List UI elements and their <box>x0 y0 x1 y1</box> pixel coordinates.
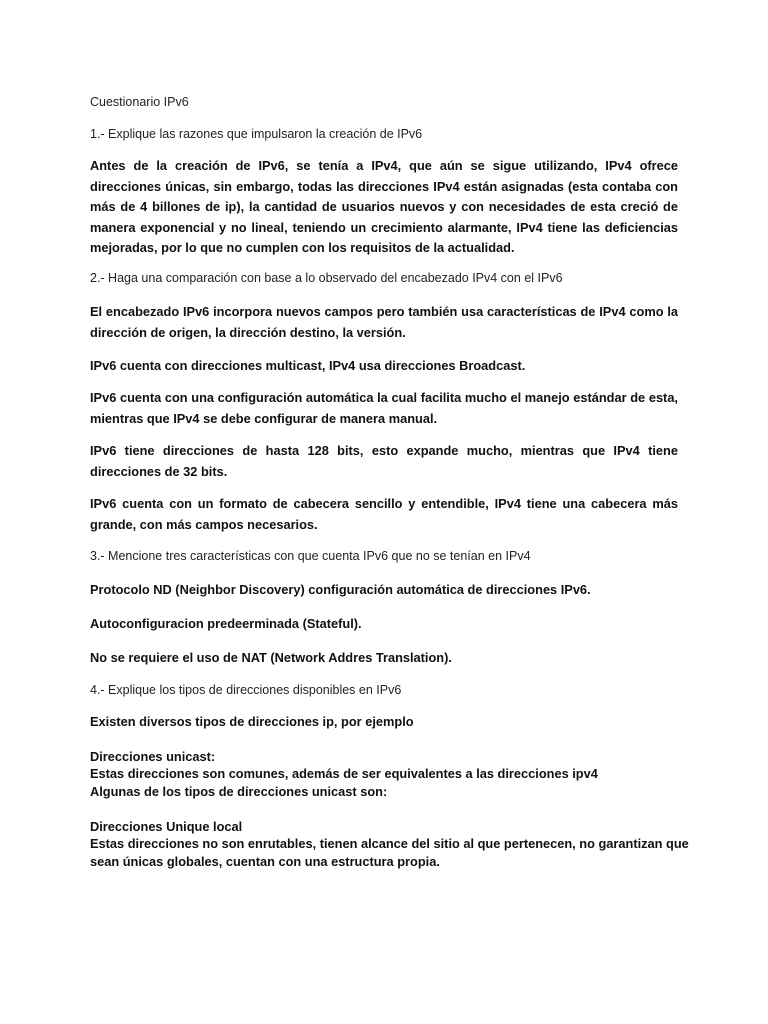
question-3: 3.- Mencione tres características con que cuenta IPv6 que no se tenían en IPv4 <box>90 549 531 563</box>
unique-local-description: sean únicas globales, cuentan con una estructura propia. <box>90 853 440 869</box>
answer-1: Antes de la creación de IPv6, se tenía a IPv4, que aún se sigue utilizando, IPv4 ofrece direcciones únicas, sin embargo, todas las direcciones IPv4 están asignadas (esta contaba con más de 4 billones de ip), la cantidad de usuarios nuevos y con necesidades de esta creció de manera exponencial y no lineal, teniendo un crecimiento alarmante, IPv4 tiene las deficiencias mejoradas, por lo que no cumplen con los requisitos de la actualidad. <box>90 158 678 255</box>
unique-local-heading: Direcciones Unique local <box>90 819 243 834</box>
question-4: 4.- Explique los tipos de direcciones disponibles en IPv6 <box>90 683 402 697</box>
answer-2-paragraph: IPv6 cuenta con una configuración automática la cual facilita mucho el manejo estándar de esta, mientras que IPv4 se debe configurar de manera manual. <box>90 390 678 426</box>
unicast-description: Estas direcciones son comunes, además de ser equivalentes a las direcciones ipv4 <box>90 766 598 782</box>
question-2: 2.- Haga una comparación con base a lo observado del encabezado IPv4 con el IPv6 <box>90 271 563 285</box>
unique-local-description: Estas direcciones no son enrutables, tienen alcance del sitio al que pertenecen, no garantizan que <box>90 836 689 852</box>
answer-2-paragraph: IPv6 cuenta con direcciones multicast, IPv4 usa direcciones Broadcast. <box>90 358 526 373</box>
unicast-section <box>90 748 678 800</box>
unicast-types-intro: Algunas de los tipos de direcciones unicast son: <box>90 783 388 799</box>
answer-3-item: Autoconfiguracion predeerminada (Stateful). <box>90 616 362 631</box>
unicast-heading: Direcciones unicast: <box>90 749 216 764</box>
answer-3-item: No se requiere el uso de NAT (Network Addres Translation). <box>90 650 452 665</box>
question-1: 1.- Explique las razones que impulsaron la creación de IPv6 <box>90 127 423 141</box>
answer-2-paragraph: El encabezado IPv6 incorpora nuevos campos pero también usa características de IPv4 como la dirección de origen, la dirección destino, la versión. <box>90 304 678 340</box>
answer-2-paragraph: IPv6 tiene direcciones de hasta 128 bits, esto expande mucho, mientras que IPv4 tiene direcciones de 32 bits. <box>90 443 678 479</box>
unique-local-section <box>90 818 689 870</box>
answer-2-paragraph: IPv6 cuenta con un formato de cabecera sencillo y entendible, IPv4 tiene una cabecera más grande, con más campos necesarios. <box>90 496 678 532</box>
answer-4-intro: Existen diversos tipos de direcciones ip, por ejemplo <box>90 714 414 729</box>
document-title: Cuestionario IPv6 <box>90 95 189 109</box>
answer-3-item: Protocolo ND (Neighbor Discovery) configuración automática de direcciones IPv6. <box>90 582 591 597</box>
